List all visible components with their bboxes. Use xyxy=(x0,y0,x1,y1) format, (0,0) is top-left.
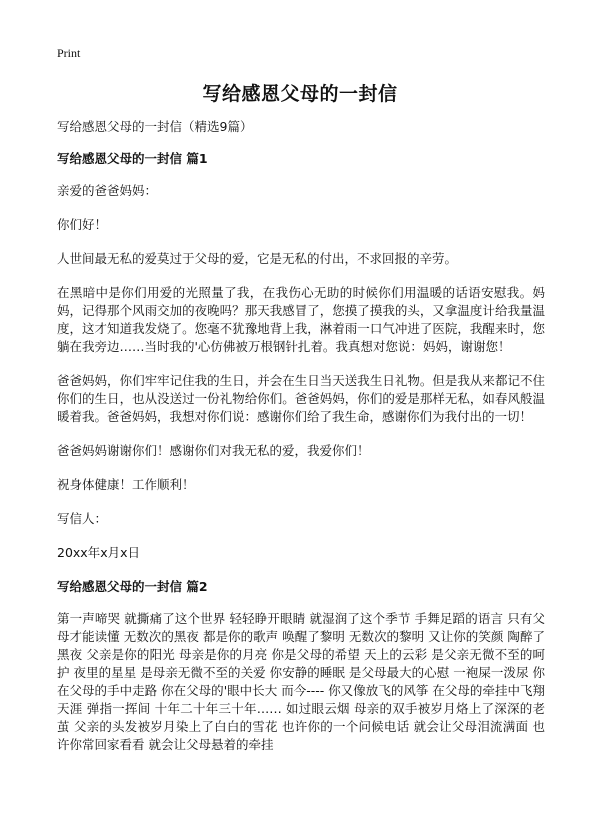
letter2-paragraph-1: 第一声啼哭 就撕痛了这个世界 轻轻睁开眼睛 就湿润了这个季节 手舞足蹈的语言 只有父母才能读懂 无数次的黑夜 都是你的歌声 唤醒了黎明 无数次的黎明 又让你的笑颜 陶醉了黑夜 父亲是你的阳光 母亲是你的月亮 你是父母的希望 天上的云彩 是父亲无微不至的呵护 夜里的星星 是母亲无微不至的关爱 你安静的睡眠 是父母最大的心慰 一袍屎一泼尿 你在父母的手中走路 你在父母的'眼中长大 而今---- 你又像放飞的风筝 在父母的牵挂中飞翔天涯 弹指一挥间 十年二十年三十年…… 如过眼云烟 母亲的双手被岁月烙上了深深的老茧 父亲的头发被岁月染上了白白的雪花 也许你的一个问候电话 就会让父母泪流满面 也许你常回家看看 就会让父母悬着的牵挂 xyxy=(57,611,545,752)
letter1-heading: 写给感恩父母的一封信 篇1 xyxy=(57,151,208,166)
subtitle: 写给感恩父母的一封信（精选9篇） xyxy=(57,119,253,134)
letter1-paragraph-4: 爸爸妈妈谢谢你们！感谢你们对我无私的爱，我爱你们！ xyxy=(57,443,370,458)
letter1-paragraph-1: 人世间最无私的爱莫过于父母的爱，它是无私的付出，不求回报的辛劳。 xyxy=(57,251,458,266)
print-label[interactable]: Print xyxy=(57,46,81,60)
letter1-greeting: 你们好！ xyxy=(57,217,108,232)
letter1-salutation: 亲爱的爸爸妈妈： xyxy=(57,183,158,198)
letter1-paragraph-5: 祝身体健康！工作顺利！ xyxy=(57,477,195,492)
letter1-date: 20xx年x月x日 xyxy=(57,545,140,560)
letter1-paragraph-3: 爸爸妈妈，你们牢牢记住我的生日，并会在生日当天送我生日礼物。但是我从来都记不住你们的生日，也从没送过一份礼物给你们。爸爸妈妈，你们的爱是那样无私，如春风般温暖着我。爸爸妈妈，我想对你们说：感谢你们给了我生命，感谢你们为我付出的一切！ xyxy=(57,373,545,424)
letter1-paragraph-2: 在黑暗中是你们用爱的光照量了我，在我伤心无助的时候你们用温暖的话语安慰我。妈妈，记得那个风雨交加的夜晚吗？那天我感冒了，您摸了摸我的头，又拿温度计给我量温度，这才知道我发烧了。您毫不犹豫地背上我，淋着雨一口气冲进了医院，我醒来时，您躺在我旁边……当时我的'心仿佛被万根钢针扎着。我真想对您说：妈妈，谢谢您！ xyxy=(57,285,545,354)
page-title: 写给感恩父母的一封信 xyxy=(202,83,398,105)
letter2-heading: 写给感恩父母的一封信 篇2 xyxy=(57,579,208,594)
letter1-signature: 写信人： xyxy=(57,511,108,526)
document-content xyxy=(57,118,545,770)
